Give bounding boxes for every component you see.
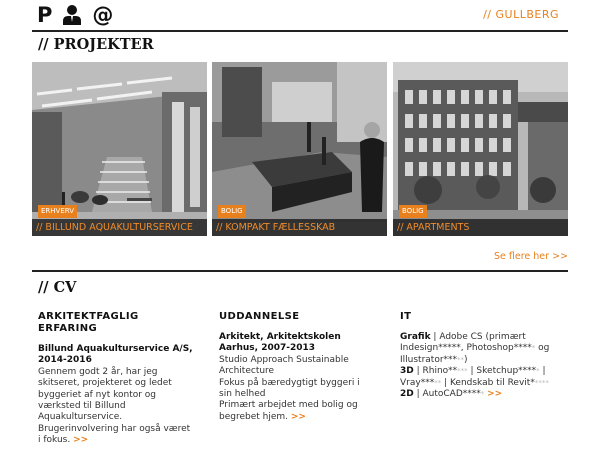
it-skills: Grafik | Adobe CS (primært Indesign*****, Photoshop***** og Illustrator*****) 3D | Rhino***** | Sketchup***** | Vray***** | Kendskab til Revit***** 2D | AutoCAD***** >> — [400, 332, 550, 400]
person-icon-shape — [61, 4, 83, 26]
project-tiles — [32, 62, 568, 236]
experience-subheading: Billund Aquakulturservice A/S, 2014-2016 — [38, 344, 193, 366]
section-divider — [32, 270, 568, 272]
education-heading: UDDANNELSE — [219, 311, 300, 322]
read-more-link[interactable]: >> — [73, 435, 89, 446]
person-icon[interactable] — [61, 4, 83, 26]
see-more-link[interactable]: Se flere her >> — [494, 251, 568, 262]
read-more-link[interactable]: >> — [487, 389, 503, 400]
project-caption: // APARTMENTS — [393, 219, 568, 236]
projects-title: // PROJEKTER — [38, 36, 154, 53]
cv-title: // CV — [38, 279, 77, 296]
education-text: Studio Approach Sustainable Architecture Fokus på bæredygtigt byggeri i sin helhed Primært arbejdet med bolig og begrebet hjem. >> — [219, 354, 360, 422]
project-caption: // KOMPAKT FÆLLESSKAB — [212, 219, 387, 236]
education-subheading: Arkitekt, Arkitektskolen Aarhus, 2007-2013 — [219, 332, 341, 354]
brand-link[interactable]: // GULLBERG — [483, 8, 559, 21]
experience-heading: ARKITEKTFAGLIG ERFARING — [38, 311, 139, 334]
it-heading: IT — [400, 311, 412, 322]
top-bar — [32, 0, 568, 32]
cv-column-experience — [38, 311, 210, 447]
read-more-link[interactable]: >> — [290, 411, 306, 422]
cv-column-education — [219, 311, 391, 423]
experience-text: Gennem godt 2 år, har jeg skitseret, projekteret og ledet byggeriet af nyt kontor og værksted til Billund Aquakulturservice. Brugerinvolvering har også været i fokus. >> — [38, 366, 191, 446]
category-tag: ERHVERV — [38, 205, 77, 218]
project-caption: // BILLUND AQUAKULTURSERVICE — [32, 219, 207, 236]
email-at-icon[interactable]: @ — [92, 3, 114, 27]
project-tile-billund[interactable] — [32, 62, 207, 236]
cv-column-it — [400, 311, 572, 400]
category-tag: BOLIG — [218, 205, 246, 218]
project-tile-apartments[interactable] — [393, 62, 568, 236]
portfolio-p-icon[interactable]: P — [37, 3, 53, 27]
project-tile-kompakt[interactable] — [212, 62, 387, 236]
category-tag: BOLIG — [399, 205, 427, 218]
header-icons — [37, 4, 113, 26]
